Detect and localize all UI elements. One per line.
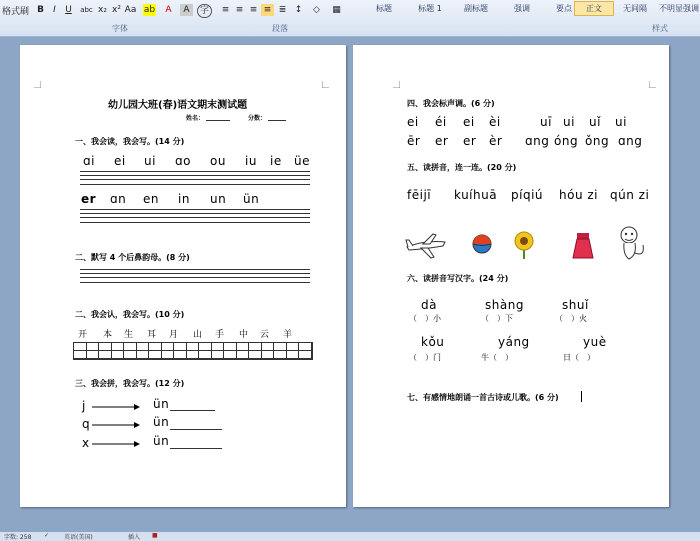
name-blank[interactable] [206, 120, 230, 121]
hanzi-item: 月 [169, 330, 179, 340]
pinyin-word: hóu zi [559, 188, 598, 202]
hanzi-item: 云 [260, 330, 270, 340]
page-1 [20, 45, 346, 507]
ribbon [0, 0, 700, 37]
macro-icon[interactable]: ■ [152, 532, 158, 539]
align-left-icon[interactable]: ≡ [221, 5, 230, 15]
hanzi-item: 羊 [283, 330, 293, 340]
highlight-icon[interactable]: ab [143, 5, 156, 15]
writing-line[interactable] [80, 171, 310, 172]
writing-line[interactable] [80, 175, 310, 176]
style-title[interactable]: 标题 [376, 4, 392, 13]
pinyin-item: üe [294, 154, 310, 168]
crop-mark [649, 81, 656, 88]
arrow-icon [92, 403, 142, 411]
tone-item: èr [489, 134, 503, 148]
underline-button[interactable]: U [65, 5, 72, 15]
writing-line[interactable] [80, 209, 310, 210]
tone-item: èi [489, 115, 501, 129]
writing-line[interactable] [80, 277, 310, 278]
pinyin-word: qún zi [610, 188, 650, 202]
pinyin-item: iu [245, 154, 257, 168]
subscript-button[interactable]: x₂ [98, 5, 107, 15]
fill-blank[interactable]: （ ）门 [409, 353, 441, 362]
pinyin-hint: shuǐ [562, 298, 589, 312]
style-heading1[interactable]: 标题 1 [418, 4, 442, 13]
tone-item: ei [463, 115, 475, 129]
crop-mark [393, 81, 400, 88]
pinyin-word: fēijī [407, 188, 432, 202]
section-heading: 三、我会拼，我会写。(12 分) [75, 379, 185, 388]
hanzi-item: 山 [193, 330, 203, 340]
writing-line[interactable] [80, 179, 310, 180]
fill-blank[interactable]: （ ）小 [409, 314, 441, 323]
arrow-icon [92, 421, 142, 429]
pinyin-word: píqiú [511, 188, 544, 202]
name-label: 姓名： [186, 115, 205, 122]
pinyin-item: ou [210, 154, 226, 168]
tone-item: ɑng [618, 134, 643, 148]
pinyin-item: ie [270, 154, 282, 168]
hanzi-item: 开 [78, 330, 88, 340]
superscript-button[interactable]: x² [112, 5, 121, 15]
airplane-icon[interactable] [405, 230, 447, 260]
tone-item: ǒng [585, 134, 610, 148]
score-label: 分数： [248, 115, 267, 122]
borders-icon[interactable]: ▦ [332, 5, 341, 15]
fill-blank[interactable]: 牛（ ） [481, 353, 513, 362]
pinyin-hint: yuè [583, 335, 607, 349]
section-heading: 五、读拼音，连一连。(20 分) [407, 163, 517, 172]
justify-icon[interactable]: ≡ [261, 4, 274, 16]
align-center-icon[interactable]: ≡ [235, 5, 244, 15]
tone-item: ui [563, 115, 575, 129]
pinyin-item: in [178, 192, 190, 206]
pinyin-item: ɑo [175, 154, 191, 168]
pinyin-item: ün [243, 192, 260, 206]
section-heading: 二、我会认，我会写。(10 分) [75, 310, 185, 319]
crop-mark [322, 81, 329, 88]
fill-blank[interactable]: （ ）下 [481, 314, 513, 323]
tone-item: ɑng [525, 134, 550, 148]
pinyin-item: ui [144, 154, 156, 168]
answer-blank[interactable] [170, 448, 222, 449]
language-indicator[interactable]: 英语(美国) [64, 534, 93, 541]
pinyin-item: ɑn [110, 192, 127, 206]
writing-line[interactable] [80, 217, 310, 218]
skirt-icon[interactable] [571, 231, 595, 261]
writing-line[interactable] [80, 213, 310, 214]
page-title: 幼儿园大班(春)语文期末测试题 [108, 100, 248, 111]
monkey-icon[interactable] [615, 225, 649, 263]
pinyin-hint: shàng [485, 298, 524, 312]
style-no-spacing[interactable]: 无间隔 [623, 4, 647, 13]
initial-letter: q [82, 417, 91, 431]
fill-blank[interactable]: 日（ ） [563, 353, 595, 362]
pinyin-item: er [81, 192, 97, 206]
section-heading: 七、有感情地朗诵一首古诗或儿歌。(6 分) [407, 393, 559, 402]
align-right-icon[interactable]: ≡ [249, 5, 258, 15]
font-group-label: 字体 [112, 24, 128, 33]
hanzi-item: 中 [239, 330, 249, 340]
style-key-point[interactable]: 要点 [556, 4, 572, 13]
paragraph-group-label: 段落 [272, 24, 288, 33]
bold-button[interactable]: B [37, 5, 44, 15]
tone-item: uī [540, 115, 552, 129]
change-case-button[interactable]: Aa [124, 5, 137, 15]
page-2 [353, 45, 669, 507]
pinyin-item: en [143, 192, 159, 206]
answer-blank[interactable] [170, 410, 215, 411]
style-subtle-emphasis[interactable]: 不明显强调 [659, 4, 699, 13]
enclose-char-icon[interactable]: 字 [197, 4, 212, 18]
tone-item: éi [435, 115, 447, 129]
section-heading: 四、我会标声调。(6 分) [407, 99, 495, 108]
final-letter: ün [153, 434, 170, 448]
initial-letter: j [82, 399, 86, 413]
tone-item: ei [407, 115, 419, 129]
answer-blank[interactable] [170, 429, 222, 430]
tone-item: óng [554, 134, 579, 148]
writing-line[interactable] [80, 273, 310, 274]
section-heading: 六、读拼音写汉字。(24 分) [407, 274, 509, 283]
sunflower-icon[interactable] [511, 230, 537, 260]
hanzi-item: 生 [124, 330, 134, 340]
crop-mark [34, 81, 41, 88]
word-count[interactable]: 字数: 258 [4, 534, 32, 541]
section-heading: 一、我会读，我会写。(14 分) [75, 137, 185, 146]
hanzi-item: 手 [215, 330, 225, 340]
final-letter: ün [153, 397, 170, 411]
style-emphasis[interactable]: 强调 [514, 4, 530, 13]
strikethrough-button[interactable]: abc [80, 6, 93, 14]
tone-item: er [463, 134, 477, 148]
shading-icon[interactable]: ◇ [313, 5, 320, 15]
pinyin-word: kuíhuā [454, 188, 498, 202]
char-shading-icon[interactable]: A [180, 4, 193, 16]
pinyin-item: ei [114, 154, 126, 168]
font-color-icon[interactable]: A [165, 5, 172, 15]
pinyin-item: un [210, 192, 227, 206]
section-heading: 二、默写 4 个后鼻韵母。(8 分) [75, 253, 190, 262]
arrow-icon [92, 440, 142, 448]
style-group-label: 样式 [652, 24, 668, 33]
tone-item: ēr [407, 134, 421, 148]
style-normal[interactable]: 正文 [574, 1, 614, 16]
pinyin-hint: yáng [498, 335, 530, 349]
final-letter: ün [153, 415, 170, 429]
ball-icon[interactable] [471, 233, 493, 255]
writing-line[interactable] [80, 269, 310, 270]
format-painter-button[interactable]: 格式刷 [2, 7, 30, 17]
score-blank[interactable] [268, 120, 286, 121]
writing-line[interactable] [80, 184, 310, 185]
tone-item: ui [615, 115, 627, 129]
proofing-icon[interactable]: ✓ [44, 532, 50, 539]
pinyin-hint: dà [421, 298, 437, 312]
style-subtitle[interactable]: 副标题 [464, 4, 488, 13]
tone-item: er [435, 134, 449, 148]
italic-button[interactable]: I [53, 5, 56, 15]
hanzi-item: 耳 [147, 330, 157, 340]
pinyin-hint: kǒu [421, 335, 445, 349]
line-spacing-icon[interactable]: ↕ [294, 5, 303, 15]
distribute-icon[interactable]: ≣ [278, 5, 287, 15]
status-bar [0, 532, 700, 541]
pinyin-item: ɑi [83, 154, 95, 168]
hanzi-item: 本 [103, 330, 113, 340]
initial-letter: x [82, 436, 90, 450]
text-cursor [581, 391, 582, 402]
tone-item: uǐ [589, 115, 601, 129]
writing-line[interactable] [80, 222, 310, 223]
writing-grid[interactable] [73, 342, 313, 360]
writing-line[interactable] [80, 282, 310, 283]
insert-mode[interactable]: 插入 [128, 534, 141, 541]
fill-blank[interactable]: （ ）火 [555, 314, 587, 323]
